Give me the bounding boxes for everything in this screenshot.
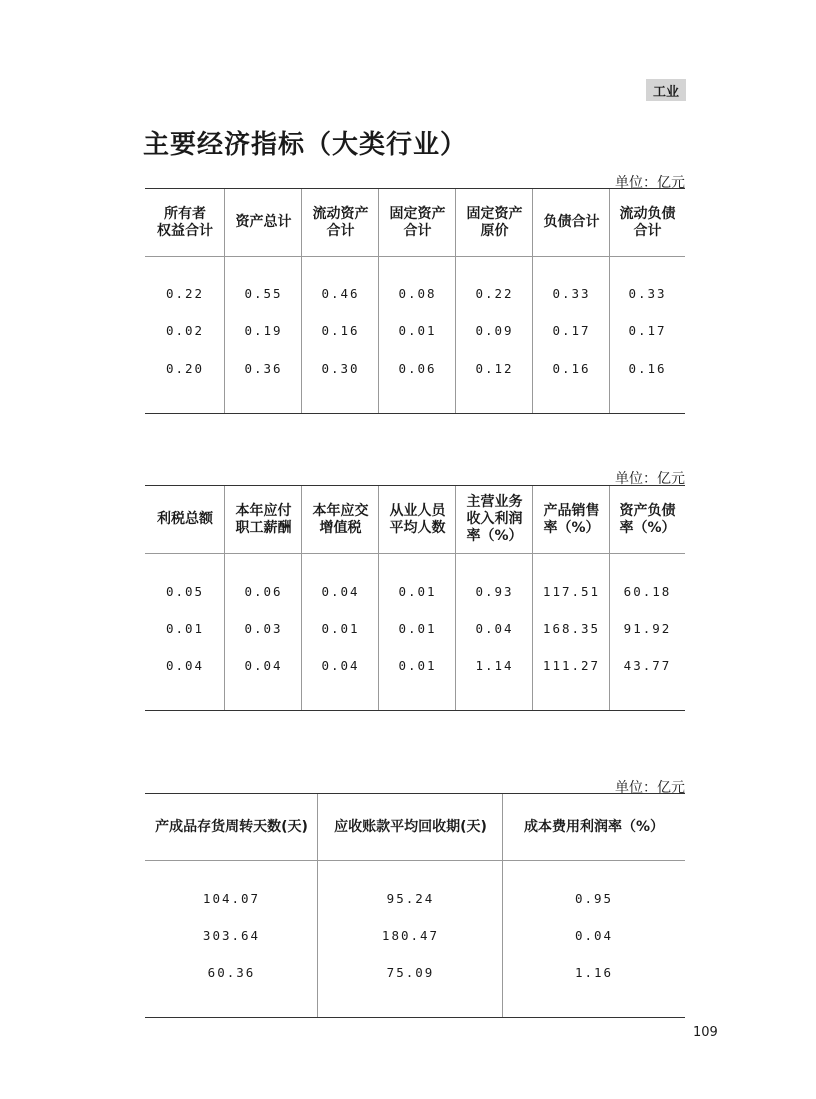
table-cell: 0.08 <box>398 286 437 301</box>
table-cell: 0.04 <box>321 658 360 673</box>
table-cell: 0.55 <box>244 286 283 301</box>
table-cell: 0.22 <box>165 286 205 301</box>
unit-label-3: 单位：亿元 <box>615 780 685 796</box>
table-cell: 0.04 <box>244 658 283 673</box>
table-balance-sheet <box>145 188 685 414</box>
table-cell: 0.17 <box>552 323 591 338</box>
table-cell: 0.04 <box>165 658 205 673</box>
header-cell: 应收账款平均回收期(天) <box>334 818 487 835</box>
header-cell: 成本费用利润率（%） <box>523 818 665 835</box>
table-cell: 0.04 <box>321 584 360 599</box>
table-header <box>145 794 685 861</box>
table-row <box>145 361 685 376</box>
table-cell: 0.16 <box>552 361 591 376</box>
table-cell: 0.06 <box>398 361 437 376</box>
header-cell: 负债合计 <box>543 214 600 230</box>
table-row <box>145 891 685 906</box>
table-row <box>145 965 685 980</box>
section-tag: 工业 <box>646 79 686 101</box>
table-cell: 0.93 <box>475 584 514 599</box>
table-cell: 43.77 <box>623 658 672 673</box>
table-cell: 0.46 <box>321 286 360 301</box>
header-cell: 产成品存货周转天数(天) <box>155 818 308 835</box>
table-cell: 0.04 <box>574 928 614 943</box>
table-profit-tax <box>145 485 685 711</box>
table-cell: 0.06 <box>244 584 283 599</box>
table-header <box>145 486 685 554</box>
unit-label-2: 单位：亿元 <box>615 471 685 487</box>
table-row <box>145 286 685 301</box>
table-cell: 60.36 <box>207 965 256 980</box>
table-cell: 0.12 <box>475 361 514 376</box>
table-cell: 75.09 <box>386 965 435 980</box>
unit-label-1: 单位：亿元 <box>615 175 685 191</box>
table-cell: 0.02 <box>165 323 205 338</box>
table-cell: 0.95 <box>574 891 614 906</box>
header-cell: 资产总计 <box>235 214 292 230</box>
page-title: 主要经济指标（大类行业） <box>143 130 468 160</box>
table-cell: 0.16 <box>628 361 667 376</box>
table-cell: 0.01 <box>398 621 437 636</box>
header-cell: 产品销售 率（%） <box>543 502 600 536</box>
page-number: 109 <box>693 1025 718 1040</box>
table-cell: 0.01 <box>165 621 205 636</box>
table-cell: 0.33 <box>552 286 591 301</box>
table-cell: 0.16 <box>321 323 360 338</box>
table-cell: 0.36 <box>244 361 283 376</box>
header-cell: 流动资产 合计 <box>312 205 369 239</box>
table-cell: 1.14 <box>475 658 514 673</box>
table-cell: 0.01 <box>321 621 360 636</box>
table-cell: 1.16 <box>574 965 614 980</box>
table-cell: 0.19 <box>244 323 283 338</box>
header-cell: 流动负债 合计 <box>619 205 676 239</box>
table-cell: 111.27 <box>542 658 601 673</box>
table-cell: 0.01 <box>398 323 437 338</box>
table-cell: 303.64 <box>202 928 261 943</box>
table-cell: 104.07 <box>202 891 261 906</box>
table-cell: 0.33 <box>628 286 667 301</box>
header-cell: 固定资产 合计 <box>389 205 446 239</box>
table-row <box>145 658 685 673</box>
header-cell: 资产负债 率（%） <box>619 502 676 536</box>
table-cell: 60.18 <box>623 584 672 599</box>
table-row <box>145 621 685 636</box>
table-cell: 0.17 <box>628 323 667 338</box>
table-cell: 0.04 <box>475 621 514 636</box>
table-cell: 180.47 <box>381 928 440 943</box>
table-cell: 0.22 <box>475 286 514 301</box>
table-cell: 0.20 <box>165 361 205 376</box>
table-header <box>145 189 685 257</box>
header-cell: 本年应付 职工薪酬 <box>235 502 292 536</box>
table-cell: 91.92 <box>623 621 672 636</box>
table-cell: 0.01 <box>398 658 437 673</box>
table-cell: 0.30 <box>321 361 360 376</box>
table-row <box>145 928 685 943</box>
header-cell: 本年应交 增值税 <box>312 502 369 536</box>
table-turnover <box>145 793 685 1018</box>
table-cell: 168.35 <box>542 621 601 636</box>
table-cell: 0.03 <box>244 621 283 636</box>
header-cell: 固定资产 原价 <box>466 205 523 239</box>
table-cell: 0.09 <box>475 323 514 338</box>
header-cell: 利税总额 <box>157 511 213 527</box>
table-row <box>145 584 685 599</box>
table-cell: 0.05 <box>165 584 205 599</box>
table-row <box>145 323 685 338</box>
table-cell: 117.51 <box>542 584 601 599</box>
header-cell: 所有者 权益合计 <box>157 205 213 239</box>
header-cell: 主营业务 收入利润 率（%） <box>466 494 523 544</box>
table-cell: 0.01 <box>398 584 437 599</box>
header-cell: 从业人员 平均人数 <box>389 502 446 536</box>
table-cell: 95.24 <box>386 891 435 906</box>
